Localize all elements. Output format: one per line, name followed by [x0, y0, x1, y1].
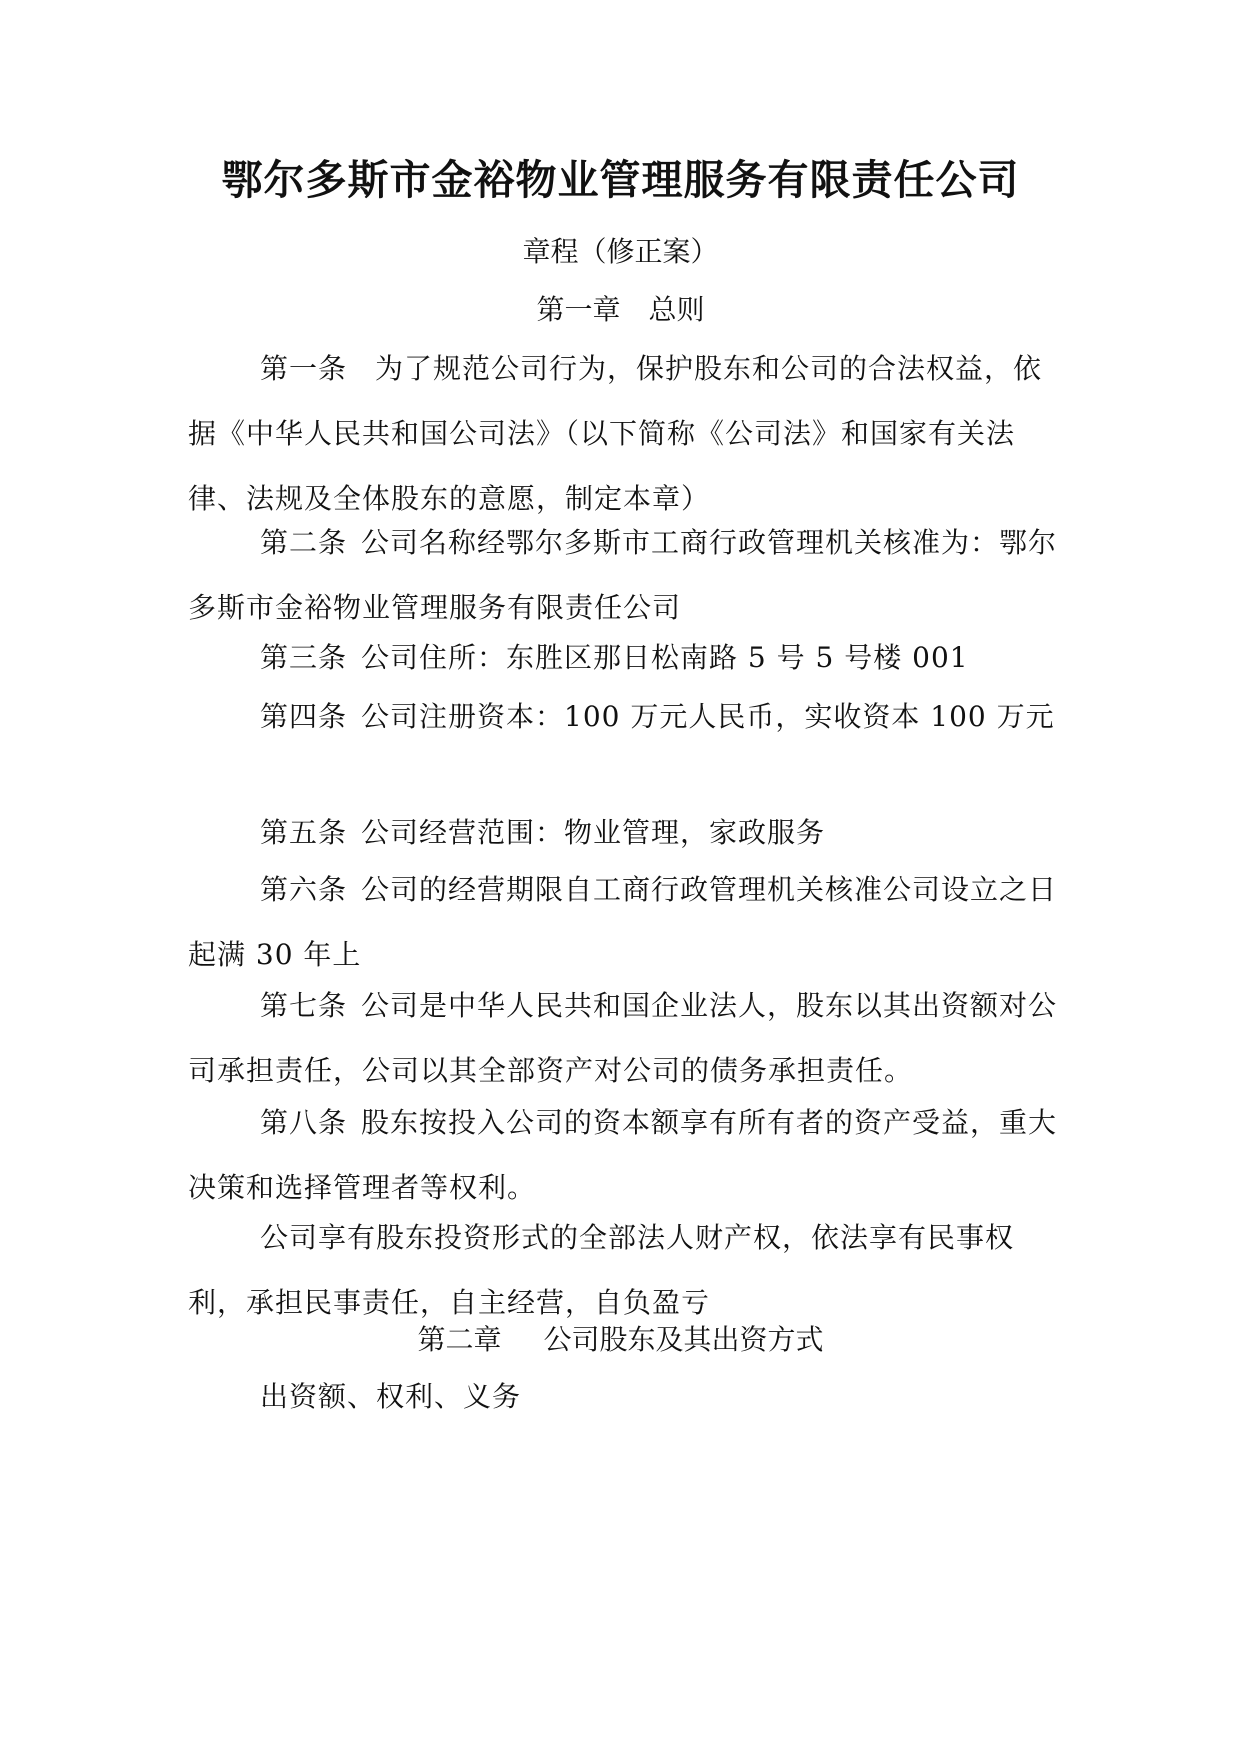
chapter-1-name: 总则: [648, 293, 705, 326]
article-6-text: 公司的经营期限自工商行政管理机关核准公司设立之日起满 30 年上: [188, 873, 1058, 971]
article-5: [188, 800, 1058, 865]
article-3: [188, 625, 1058, 690]
article-4-text: 公司注册资本：100 万元人民币，实收资本 100 万元: [361, 700, 1055, 733]
article-4-label: 第四条: [260, 700, 348, 733]
document-subtitle: 章程（修正案）: [522, 235, 719, 268]
article-1-text: 为了规范公司行为，保护股东和公司的合法权益，依据《中华人民共和国公司法》（以下简称《公司法》和国家有关法律、法规及全体股东的意愿，制定本章）: [188, 352, 1043, 515]
paragraph-legal-rights: 公司享有股东投资形式的全部法人财产权，依法享有民事权利，承担民事责任，自主经营，自负盈亏: [188, 1221, 1015, 1319]
chapter-2-name: 公司股东及其出资方式: [543, 1323, 824, 1356]
article-7-text: 公司是中华人民共和国企业法人，股东以其出资额对公司承担责任，公司以其全部资产对公司的债务承担责任。: [188, 989, 1058, 1087]
article-3-label: 第三条: [260, 641, 348, 674]
article-2: [188, 510, 1058, 640]
article-7: [188, 973, 1058, 1103]
article-8-label: 第八条: [260, 1106, 348, 1139]
document-title: 鄂尔多斯市金裕物业管理服务有限责任公司: [221, 156, 1020, 204]
article-7-label: 第七条: [260, 989, 348, 1022]
article-4: [188, 684, 1058, 749]
article-2-text: 公司名称经鄂尔多斯市工商行政管理机关核准为：鄂尔多斯市金裕物业管理服务有限责任公司: [188, 526, 1058, 624]
article-5-label: 第五条: [260, 816, 348, 849]
article-1: [188, 336, 1058, 531]
chapter-2-label: 第二章: [417, 1323, 502, 1356]
article-6-label: 第六条: [260, 873, 348, 906]
chapter-1-heading: [0, 290, 1241, 330]
chapter-2-subheading: 出资额、权利、义务: [260, 1380, 522, 1413]
article-3-text: 公司住所：东胜区那日松南路 5 号 5 号楼 001: [361, 641, 969, 674]
article-8-text: 股东按投入公司的资本额享有所有者的资产受益，重大决策和选择管理者等权利。: [188, 1106, 1058, 1204]
chapter-2-heading: [0, 1320, 1241, 1360]
article-8: [188, 1090, 1058, 1220]
chapter-1-label: 第一章: [536, 293, 621, 326]
article-2-label: 第二条: [260, 526, 348, 559]
article-5-text: 公司经营范围：物业管理，家政服务: [361, 816, 826, 849]
article-1-label: 第一条: [260, 352, 348, 385]
article-6: [188, 857, 1058, 987]
